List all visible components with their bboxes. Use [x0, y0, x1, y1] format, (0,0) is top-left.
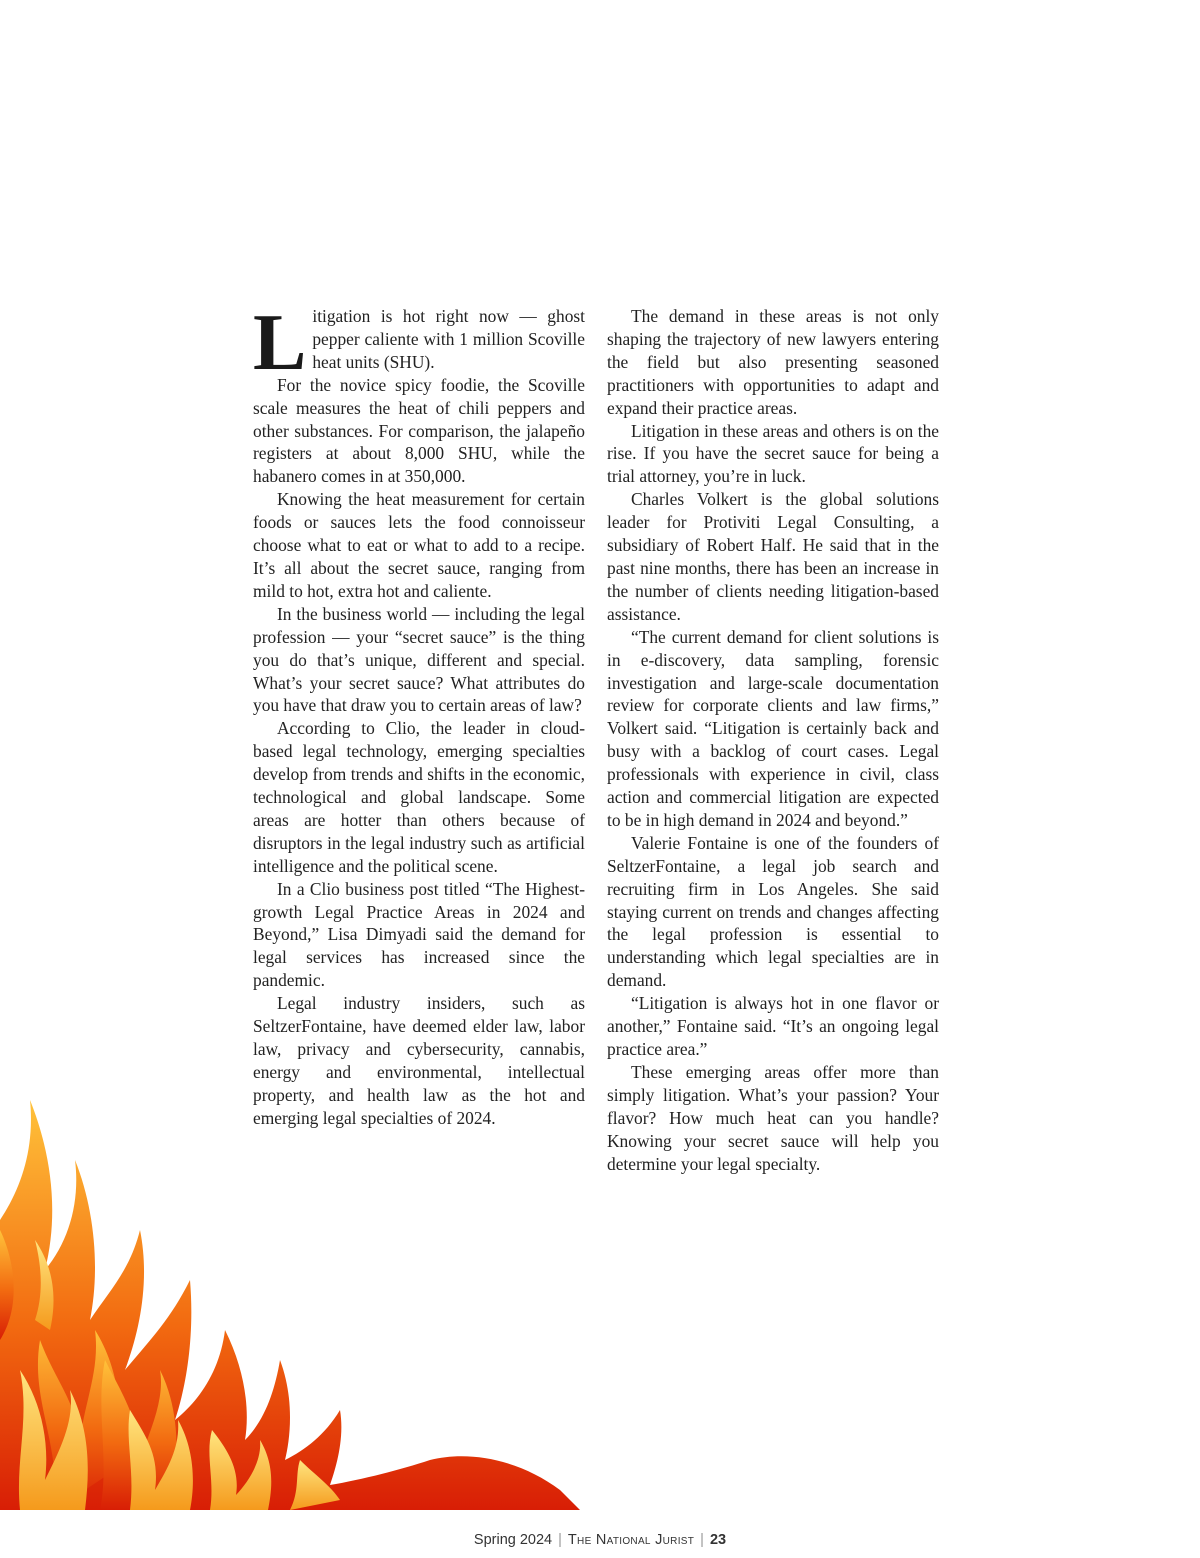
article-paragraph: In a Clio business post titled “The Highest-growth Legal Practice Areas in 2024 and Beyond,” Lisa Dimyadi said the demand for legal services has increased since the pandemic. [253, 878, 585, 991]
article-paragraph: Legal industry insiders, such as SeltzerFontaine, have deemed elder law, labor law, privacy and cybersecurity, cannabis, energy and environmental, intellectual property, and health law as the hot and emerging legal specialties of 2024. [253, 993, 585, 1128]
article-paragraph [253, 299, 585, 387]
footer-issue: Spring 2024 [473, 1532, 553, 1548]
footer-separator: | [558, 1532, 562, 1548]
article-paragraph: “The current demand for client solutions is in e-discovery, data sampling, forensic investigation and large-scale documentation review for corporate clients and law firms,” Volkert said. “Litigation is certainly back and busy with a backlog of court cases. Legal professionals with experience in civil, class action and commercial litigation are expected to be in high demand in 2024 and beyond.” [607, 626, 939, 830]
article-paragraph: Charles Volkert is the global solutions leader for Protiviti Legal Consulting, a subsidiary of Robert Half. He said that in the past nine months, there has been an increase in the number of clients needing litigation-based assistance. [607, 489, 939, 624]
page-footer [0, 1532, 1200, 1548]
article-paragraph: Knowing the heat measurement for certain foods or sauces lets the food connoisseur choose what to eat or what to add to a recipe. It’s all about the secret sauce, ranging from mild to hot, extra hot and caliente. [253, 489, 585, 601]
article-paragraph: Valerie Fontaine is one of the founders of SeltzerFontaine, a legal job search and recruiting firm in Los Angeles. She said staying current on trends and changes affecting the legal profession is essential to understanding which legal specialties are in demand. [607, 832, 939, 991]
article-paragraph: Litigation in these areas and others is on the rise. If you have the secret sauce for being a trial attorney, you’re in luck. [607, 420, 939, 487]
article-paragraph: The demand in these areas is not only shaping the trajectory of new lawyers entering the field but also presenting seasoned practitioners with opportunities to adapt and expand their practice areas. [607, 306, 939, 418]
article-paragraph: “Litigation is always hot in one flavor or another,” Fontaine said. “It’s an ongoing legal practice area.” [607, 993, 939, 1059]
page-number: 23 [709, 1532, 727, 1548]
flame-outer [0, 1100, 580, 1510]
footer-publication: The National Jurist [567, 1532, 695, 1548]
article-paragraph: These emerging areas offer more than simply litigation. What’s your passion? Your flavor? How much heat can you handle? Knowing your secret sauce will help you determine your legal specialty. [607, 1061, 939, 1174]
article-paragraph: In the business world — including the legal profession — your “secret sauce” is the thing you do that’s unique, different and special. What’s your secret sauce? What attributes do you have that draw you to certain areas of law? [253, 603, 585, 716]
article-column-right [607, 305, 939, 1175]
article-column-left [253, 299, 585, 1130]
footer-separator: | [700, 1532, 704, 1548]
lead-text: itigation is hot right now — ghost pepper caliente with 1 million Scoville heat units (SHU). [312, 306, 585, 372]
article-paragraph: For the novice spicy foodie, the Scoville scale measures the heat of chili peppers and other substances. For comparison, the jalapeño registers at about 8,000 SHU, while the habanero comes in at 350,000. [253, 374, 585, 487]
drop-cap: L [253, 299, 307, 387]
article-paragraph: According to Clio, the leader in cloud-based legal technology, emerging specialties develop from trends and shifts in the economic, technological and global landscape. Some areas are hotter than others because of disruptors in the legal industry such as artificial intelligence and the political scene. [253, 718, 585, 876]
